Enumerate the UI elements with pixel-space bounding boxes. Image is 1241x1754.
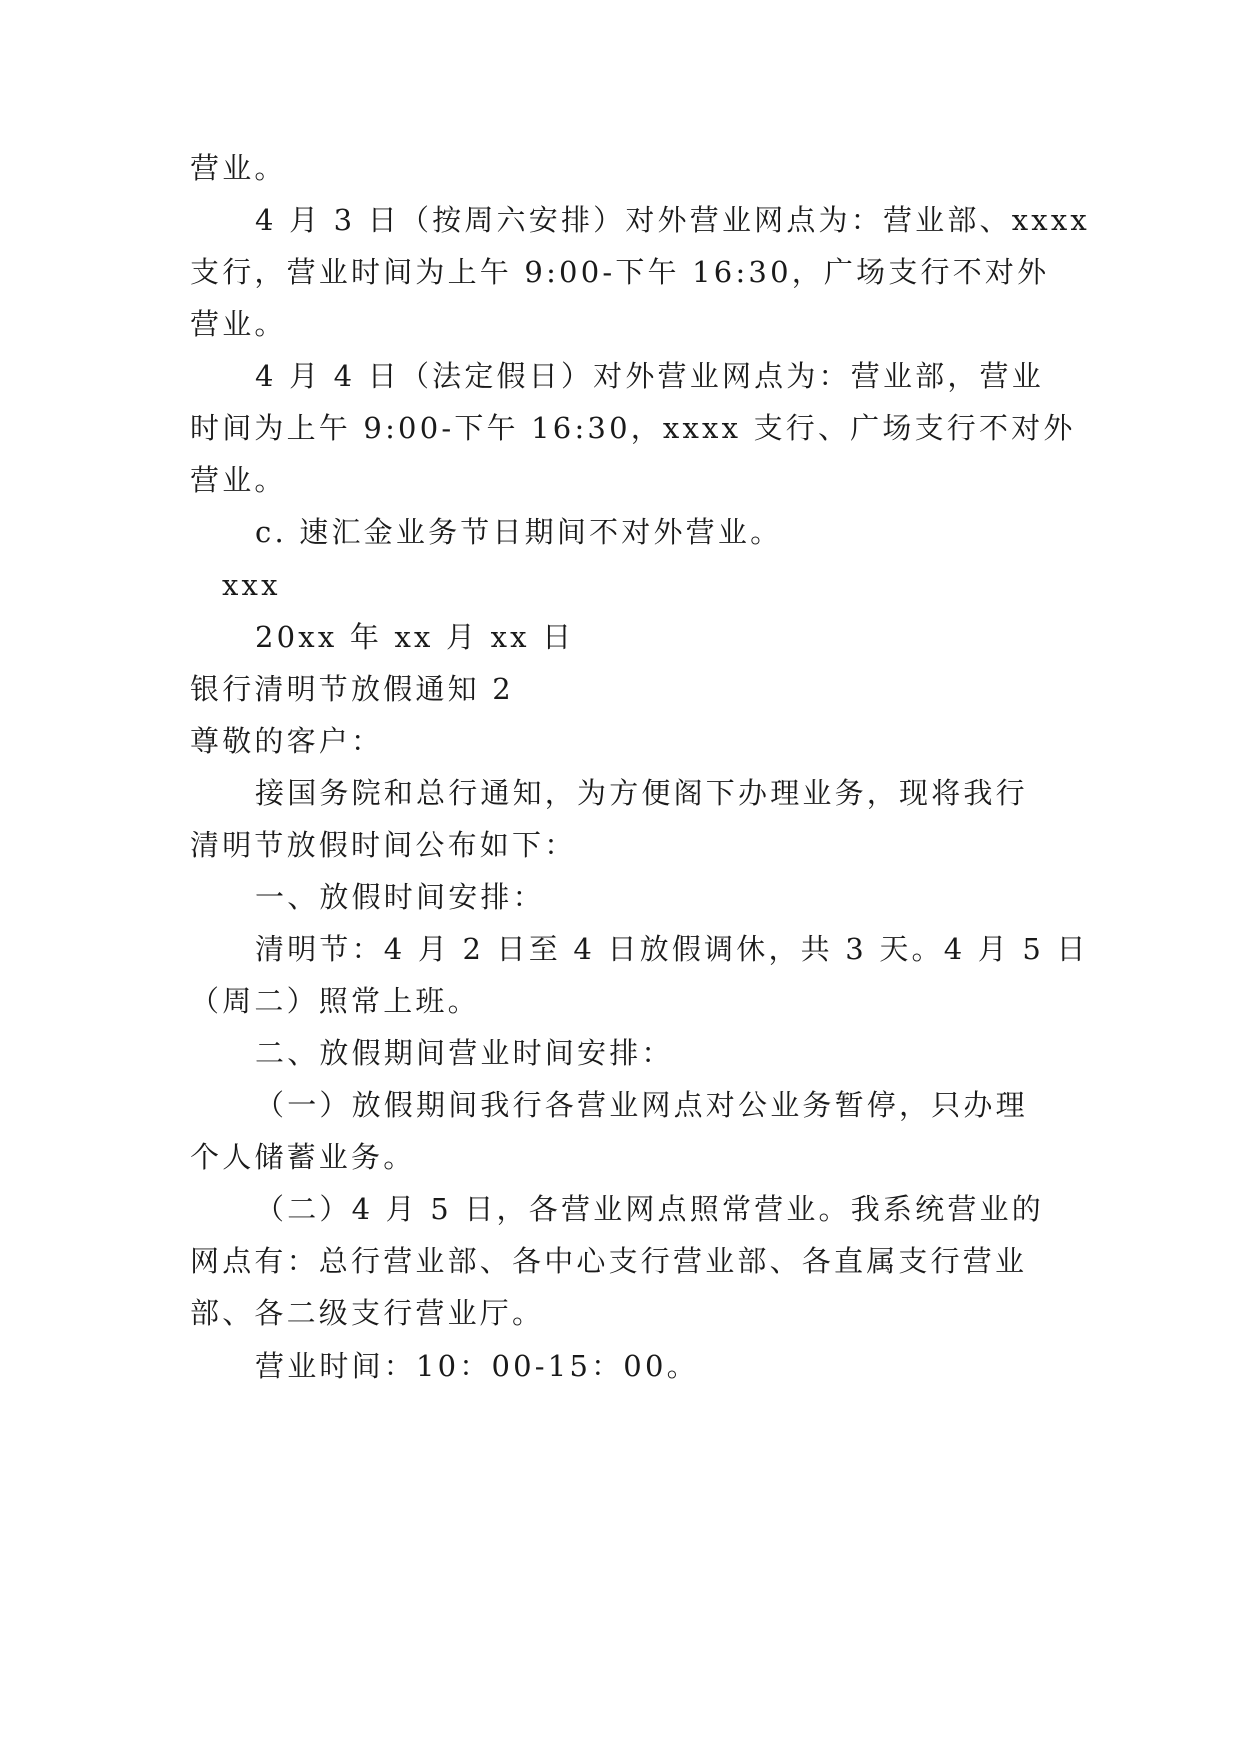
text-line: 支行，营业时间为上午 9:00-下午 16:30，广场支行不对外 — [190, 255, 1050, 289]
text-line: 4 月 3 日（按周六安排）对外营业网点为：营业部、xxxx — [255, 203, 1090, 237]
text-line: 部、各二级支行营业厅。 — [190, 1296, 545, 1330]
text-line: （一）放假期间我行各营业网点对公业务暂停，只办理 — [255, 1088, 1028, 1122]
text-line: 清明节：4 月 2 日至 4 日放假调休，共 3 天。4 月 5 日 — [255, 932, 1089, 966]
text-line: （周二）照常上班。 — [190, 984, 480, 1018]
text-line: 时间为上午 9:00-下午 16:30，xxxx 支行、广场支行不对外 — [190, 411, 1076, 445]
text-line: 4 月 4 日（法定假日）对外营业网点为：营业部，营业 — [255, 359, 1044, 393]
section-title: 银行清明节放假通知 2 — [190, 672, 514, 706]
text-line: 营业时间：10：00-15：00。 — [255, 1349, 699, 1383]
text-line: c. 速汇金业务节日期间不对外营业。 — [255, 515, 783, 549]
signature-date: 20xx 年 xx 月 xx 日 — [255, 620, 575, 654]
text-line: 营业。 — [190, 151, 287, 185]
text-line: 网点有：总行营业部、各中心支行营业部、各直属支行营业 — [190, 1244, 1028, 1278]
text-line: 营业。 — [190, 463, 287, 497]
signature-name: xxx — [222, 568, 281, 602]
text-line: （二）4 月 5 日，各营业网点照常营业。我系统营业的 — [255, 1192, 1044, 1226]
text-line: 清明节放假时间公布如下： — [190, 828, 577, 862]
text-line: 个人储蓄业务。 — [190, 1140, 416, 1174]
heading-1: 一、放假时间安排： — [255, 880, 545, 914]
text-line: 营业。 — [190, 307, 287, 341]
heading-2: 二、放假期间营业时间安排： — [255, 1036, 674, 1070]
text-line: 接国务院和总行通知，为方便阁下办理业务，现将我行 — [255, 776, 1028, 810]
salutation: 尊敬的客户： — [190, 724, 384, 758]
